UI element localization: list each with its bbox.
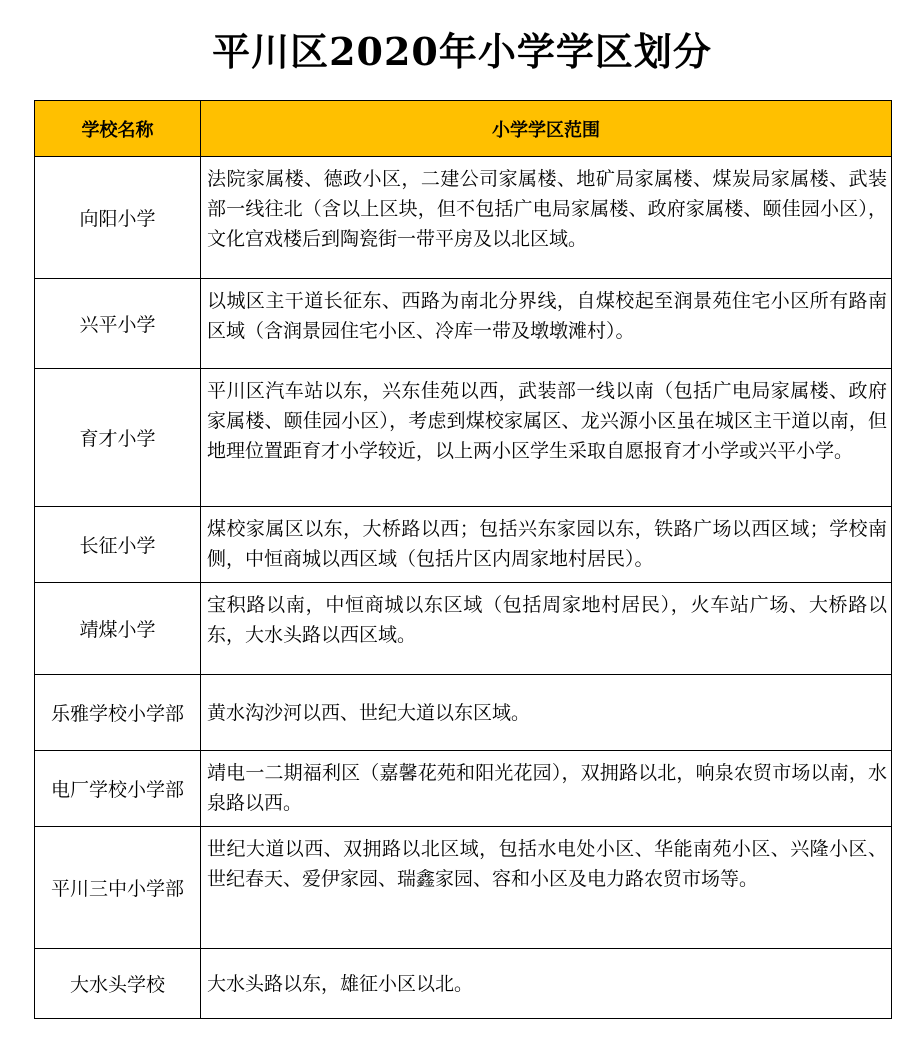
table-row [35, 751, 892, 827]
table-row [35, 507, 892, 583]
school-name-cell: 靖煤小学 [35, 583, 201, 675]
district-range-cell: 靖电一二期福利区（嘉馨花苑和阳光花园），双拥路以北，响泉农贸市场以南，水泉路以西。 [201, 751, 892, 827]
school-name-cell: 长征小学 [35, 507, 201, 583]
header-school-name: 学校名称 [35, 101, 201, 157]
table-row [35, 675, 892, 751]
school-name-cell: 育才小学 [35, 369, 201, 507]
school-district-table [34, 100, 892, 1019]
school-name-cell: 大水头学校 [35, 949, 201, 1019]
district-range-cell: 宝积路以南，中恒商城以东区域（包括周家地村居民），火车站广场、大桥路以东，大水头路以西区域。 [201, 583, 892, 675]
header-district-range: 小学学区范围 [201, 101, 892, 157]
district-range-cell: 黄水沟沙河以西、世纪大道以东区域。 [201, 675, 892, 751]
school-name-cell: 兴平小学 [35, 279, 201, 369]
table-row [35, 157, 892, 279]
table-header-row [35, 101, 892, 157]
school-name-cell: 乐雅学校小学部 [35, 675, 201, 751]
district-range-cell: 法院家属楼、德政小区，二建公司家属楼、地矿局家属楼、煤炭局家属楼、武装部一线往北（含以上区块，但不包括广电局家属楼、政府家属楼、颐佳园小区），文化宫戏楼后到陶瓷街一带平房及以北区域。 [201, 157, 892, 279]
district-range-cell: 以城区主干道长征东、西路为南北分界线，自煤校起至润景苑住宅小区所有路南区域（含润景园住宅小区、冷库一带及墩墩滩村）。 [201, 279, 892, 369]
district-range-cell: 煤校家属区以东，大桥路以西；包括兴东家园以东，铁路广场以西区域；学校南侧，中恒商城以西区域（包括片区内周家地村居民）。 [201, 507, 892, 583]
table-row [35, 949, 892, 1019]
district-range-cell: 大水头路以东，雄征小区以北。 [201, 949, 892, 1019]
table-row [35, 369, 892, 507]
district-range-cell: 世纪大道以西、双拥路以北区域，包括水电处小区、华能南苑小区、兴隆小区、世纪春天、爱伊家园、瑞鑫家园、容和小区及电力路农贸市场等。 [201, 827, 892, 949]
district-range-cell: 平川区汽车站以东，兴东佳苑以西，武装部一线以南（包括广电局家属楼、政府家属楼、颐佳园小区），考虑到煤校家属区、龙兴源小区虽在城区主干道以南，但地理位置距育才小学较近，以上两小区学生采取自愿报育才小学或兴平小学。 [201, 369, 892, 507]
school-name-cell: 电厂学校小学部 [35, 751, 201, 827]
school-name-cell: 平川三中小学部 [35, 827, 201, 949]
table-row [35, 827, 892, 949]
table-row [35, 583, 892, 675]
page-title: 平川区2020年小学学区划分 [212, 29, 712, 74]
school-name-cell: 向阳小学 [35, 157, 201, 279]
table-row [35, 279, 892, 369]
